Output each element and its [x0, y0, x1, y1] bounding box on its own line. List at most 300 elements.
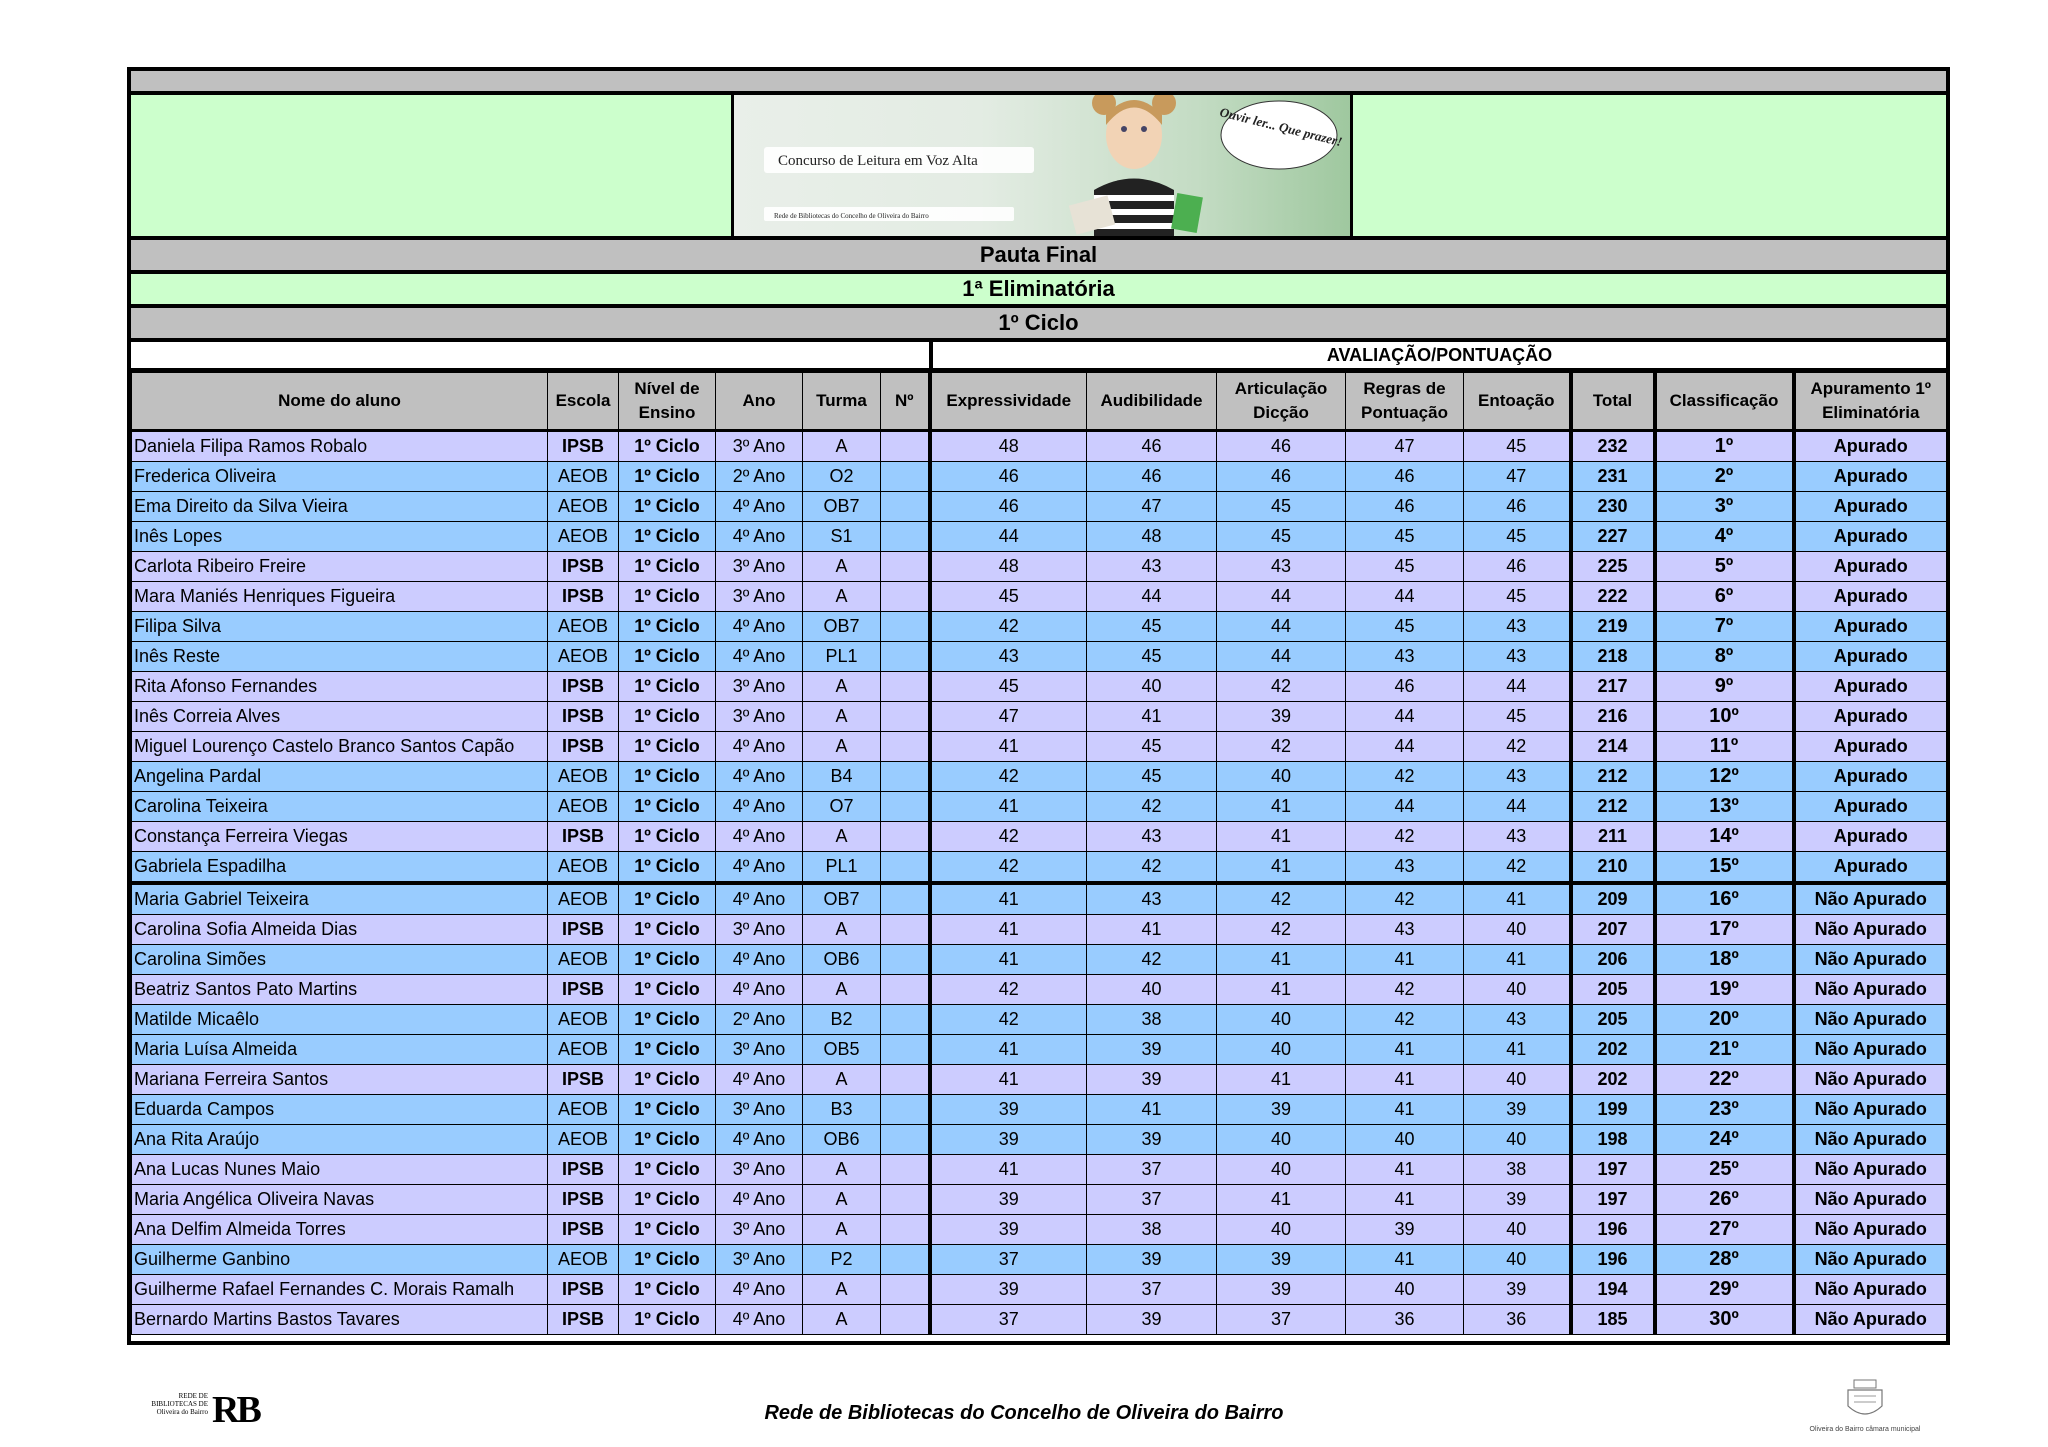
cell-escola: AEOB	[548, 1125, 619, 1155]
cell-nivel: 1º Ciclo	[619, 642, 716, 672]
cell-numero	[881, 1095, 930, 1125]
cell-nome: Maria Luísa Almeida	[132, 1035, 548, 1065]
cell-escola: AEOB	[548, 462, 619, 492]
cell-regras: 42	[1346, 975, 1464, 1005]
cell-apuramento: Não Apurado	[1794, 1065, 1947, 1095]
table-row	[132, 945, 1947, 975]
cell-apuramento: Não Apurado	[1794, 1125, 1947, 1155]
cell-regras: 45	[1346, 552, 1464, 582]
cell-total: 197	[1571, 1185, 1655, 1215]
cell-total: 196	[1571, 1215, 1655, 1245]
cell-nome: Constança Ferreira Viegas	[132, 822, 548, 852]
cell-apuramento: Não Apurado	[1794, 945, 1947, 975]
cell-audibilidade: 43	[1087, 822, 1217, 852]
cell-nivel: 1º Ciclo	[619, 1005, 716, 1035]
col-header-nome: Nome do aluno	[132, 373, 548, 431]
cell-audibilidade: 42	[1087, 945, 1217, 975]
cell-nivel: 1º Ciclo	[619, 492, 716, 522]
cell-turma: A	[803, 1155, 881, 1185]
cell-ano: 3º Ano	[716, 1245, 803, 1275]
cell-total: 207	[1571, 915, 1655, 945]
cell-classificacao: 11º	[1655, 732, 1794, 762]
cell-nivel: 1º Ciclo	[619, 762, 716, 792]
cell-numero	[881, 462, 930, 492]
cell-classificacao: 3º	[1655, 492, 1794, 522]
cell-articulacao: 39	[1217, 702, 1346, 732]
cell-nome: Maria Gabriel Teixeira	[132, 883, 548, 915]
cell-turma: O7	[803, 792, 881, 822]
cell-classificacao: 18º	[1655, 945, 1794, 975]
top-strip	[131, 71, 1946, 95]
cell-expressividade: 43	[930, 642, 1087, 672]
cell-turma: A	[803, 552, 881, 582]
cell-expressividade: 41	[930, 732, 1087, 762]
cell-turma: S1	[803, 522, 881, 552]
cell-nome: Inês Correia Alves	[132, 702, 548, 732]
cell-nome: Matilde Micaêlo	[132, 1005, 548, 1035]
cell-apuramento: Apurado	[1794, 612, 1947, 642]
cell-total: 202	[1571, 1035, 1655, 1065]
cell-total: 216	[1571, 702, 1655, 732]
cell-entoacao: 39	[1464, 1185, 1571, 1215]
cell-ano: 4º Ano	[716, 612, 803, 642]
cell-regras: 41	[1346, 945, 1464, 975]
table-row	[132, 883, 1947, 915]
cell-articulacao: 46	[1217, 462, 1346, 492]
cell-entoacao: 45	[1464, 431, 1571, 462]
cell-regras: 44	[1346, 702, 1464, 732]
cell-ano: 4º Ano	[716, 883, 803, 915]
cell-apuramento: Não Apurado	[1794, 883, 1947, 915]
cell-ano: 3º Ano	[716, 552, 803, 582]
cell-regras: 44	[1346, 582, 1464, 612]
cell-expressividade: 41	[930, 883, 1087, 915]
cell-entoacao: 46	[1464, 492, 1571, 522]
cell-nivel: 1º Ciclo	[619, 1065, 716, 1095]
cell-expressividade: 41	[930, 945, 1087, 975]
cell-classificacao: 23º	[1655, 1095, 1794, 1125]
cell-apuramento: Apurado	[1794, 852, 1947, 884]
cell-ano: 4º Ano	[716, 732, 803, 762]
cell-escola: IPSB	[548, 582, 619, 612]
cell-turma: P2	[803, 1245, 881, 1275]
cell-numero	[881, 915, 930, 945]
cell-audibilidade: 41	[1087, 702, 1217, 732]
cell-expressividade: 42	[930, 852, 1087, 884]
coat-of-arms-icon	[1840, 1378, 1890, 1424]
municipality-caption: Oliveira do Bairro câmara municipal	[1809, 1426, 1921, 1433]
cell-expressividade: 37	[930, 1305, 1087, 1335]
cell-articulacao: 41	[1217, 1065, 1346, 1095]
cell-articulacao: 41	[1217, 852, 1346, 884]
cell-entoacao: 40	[1464, 1065, 1571, 1095]
cell-total: 202	[1571, 1065, 1655, 1095]
cell-apuramento: Apurado	[1794, 702, 1947, 732]
cell-classificacao: 2º	[1655, 462, 1794, 492]
cell-articulacao: 40	[1217, 1035, 1346, 1065]
cell-audibilidade: 43	[1087, 883, 1217, 915]
cell-regras: 43	[1346, 852, 1464, 884]
cell-turma: A	[803, 1185, 881, 1215]
cell-regras: 43	[1346, 915, 1464, 945]
cell-articulacao: 41	[1217, 792, 1346, 822]
table-row	[132, 672, 1947, 702]
cell-nome: Daniela Filipa Ramos Robalo	[132, 431, 548, 462]
cell-ano: 4º Ano	[716, 1305, 803, 1335]
cell-audibilidade: 45	[1087, 762, 1217, 792]
cell-apuramento: Apurado	[1794, 762, 1947, 792]
banner-title: Concurso de Leitura em Voz Alta	[778, 153, 978, 169]
cell-audibilidade: 37	[1087, 1155, 1217, 1185]
table-row	[132, 462, 1947, 492]
cell-entoacao: 41	[1464, 883, 1571, 915]
cell-entoacao: 47	[1464, 462, 1571, 492]
cell-numero	[881, 492, 930, 522]
cell-articulacao: 44	[1217, 582, 1346, 612]
cell-turma: A	[803, 672, 881, 702]
cell-turma: OB7	[803, 883, 881, 915]
cell-nome: Bernardo Martins Bastos Tavares	[132, 1305, 548, 1335]
cell-entoacao: 39	[1464, 1095, 1571, 1125]
cell-nivel: 1º Ciclo	[619, 883, 716, 915]
cell-classificacao: 10º	[1655, 702, 1794, 732]
cell-total: 214	[1571, 732, 1655, 762]
cell-apuramento: Apurado	[1794, 732, 1947, 762]
cell-escola: IPSB	[548, 1305, 619, 1335]
cell-total: 231	[1571, 462, 1655, 492]
cell-classificacao: 29º	[1655, 1275, 1794, 1305]
col-header-entoacao: Entoação	[1464, 373, 1571, 431]
cell-nivel: 1º Ciclo	[619, 915, 716, 945]
cell-articulacao: 41	[1217, 822, 1346, 852]
cell-turma: OB6	[803, 945, 881, 975]
cell-expressividade: 46	[930, 462, 1087, 492]
table-row	[132, 975, 1947, 1005]
cell-escola: IPSB	[548, 915, 619, 945]
cell-classificacao: 5º	[1655, 552, 1794, 582]
cell-apuramento: Não Apurado	[1794, 1305, 1947, 1335]
cell-entoacao: 45	[1464, 582, 1571, 612]
cell-numero	[881, 1305, 930, 1335]
cell-escola: IPSB	[548, 431, 619, 462]
cell-articulacao: 46	[1217, 431, 1346, 462]
pauta-final-title: Pauta Final	[979, 242, 1098, 267]
cell-total: 197	[1571, 1155, 1655, 1185]
cell-entoacao: 43	[1464, 822, 1571, 852]
cell-regras: 46	[1346, 672, 1464, 702]
cell-total: 210	[1571, 852, 1655, 884]
cell-apuramento: Apurado	[1794, 522, 1947, 552]
cell-nome: Carolina Sofia Almeida Dias	[132, 915, 548, 945]
cell-expressividade: 41	[930, 1035, 1087, 1065]
cell-classificacao: 28º	[1655, 1245, 1794, 1275]
cell-apuramento: Não Apurado	[1794, 975, 1947, 1005]
cell-ano: 4º Ano	[716, 975, 803, 1005]
results-table-body	[132, 431, 1947, 1335]
cell-entoacao: 40	[1464, 975, 1571, 1005]
cell-escola: AEOB	[548, 1035, 619, 1065]
cell-total: 225	[1571, 552, 1655, 582]
cell-regras: 39	[1346, 1215, 1464, 1245]
cell-audibilidade: 43	[1087, 552, 1217, 582]
cell-entoacao: 36	[1464, 1305, 1571, 1335]
cell-classificacao: 15º	[1655, 852, 1794, 884]
cell-turma: A	[803, 582, 881, 612]
table-row	[132, 642, 1947, 672]
cell-nome: Gabriela Espadilha	[132, 852, 548, 884]
cell-total: 219	[1571, 612, 1655, 642]
cell-nivel: 1º Ciclo	[619, 612, 716, 642]
cell-nome: Carlota Ribeiro Freire	[132, 552, 548, 582]
cell-entoacao: 45	[1464, 522, 1571, 552]
footer-text: Rede de Bibliotecas do Concelho de Oliveira do Bairro	[764, 1402, 1284, 1424]
pauta-final-band	[131, 240, 1946, 274]
cell-numero	[881, 1155, 930, 1185]
cell-apuramento: Não Apurado	[1794, 1155, 1947, 1185]
cell-nome: Inês Lopes	[132, 522, 548, 552]
cell-audibilidade: 39	[1087, 1035, 1217, 1065]
cell-audibilidade: 45	[1087, 642, 1217, 672]
cell-regras: 41	[1346, 1065, 1464, 1095]
cell-audibilidade: 42	[1087, 792, 1217, 822]
table-row	[132, 612, 1947, 642]
cell-expressividade: 42	[930, 1005, 1087, 1035]
cell-nivel: 1º Ciclo	[619, 1245, 716, 1275]
cell-ano: 4º Ano	[716, 1065, 803, 1095]
cell-classificacao: 14º	[1655, 822, 1794, 852]
cell-articulacao: 42	[1217, 883, 1346, 915]
cell-numero	[881, 1125, 930, 1155]
cell-escola: IPSB	[548, 1155, 619, 1185]
cell-ano: 3º Ano	[716, 1155, 803, 1185]
cell-entoacao: 40	[1464, 915, 1571, 945]
cell-numero	[881, 1035, 930, 1065]
cell-turma: A	[803, 1065, 881, 1095]
cell-apuramento: Apurado	[1794, 431, 1947, 462]
cell-regras: 41	[1346, 1095, 1464, 1125]
cell-nivel: 1º Ciclo	[619, 1215, 716, 1245]
cell-classificacao: 16º	[1655, 883, 1794, 915]
cell-nome: Angelina Pardal	[132, 762, 548, 792]
cell-total: 209	[1571, 883, 1655, 915]
cell-numero	[881, 1185, 930, 1215]
col-header-apuramento: Apuramento 1º Eliminatória	[1794, 373, 1947, 431]
cell-expressividade: 42	[930, 822, 1087, 852]
cell-apuramento: Apurado	[1794, 822, 1947, 852]
cell-ano: 4º Ano	[716, 792, 803, 822]
col-header-escola: Escola	[548, 373, 619, 431]
cell-numero	[881, 582, 930, 612]
cell-total: 206	[1571, 945, 1655, 975]
table-row	[132, 492, 1947, 522]
cell-nome: Filipa Silva	[132, 612, 548, 642]
cell-entoacao: 44	[1464, 792, 1571, 822]
cell-total: 185	[1571, 1305, 1655, 1335]
cell-expressividade: 42	[930, 612, 1087, 642]
cell-entoacao: 45	[1464, 702, 1571, 732]
results-table	[131, 372, 1947, 1335]
table-row	[132, 732, 1947, 762]
cell-regras: 40	[1346, 1125, 1464, 1155]
cell-numero	[881, 522, 930, 552]
cell-entoacao: 38	[1464, 1155, 1571, 1185]
ciclo-title: 1º Ciclo	[998, 310, 1079, 335]
contest-banner-image	[731, 95, 1353, 236]
cell-turma: OB7	[803, 612, 881, 642]
cell-expressividade: 45	[930, 672, 1087, 702]
table-row	[132, 522, 1947, 552]
cell-apuramento: Não Apurado	[1794, 915, 1947, 945]
cell-nivel: 1º Ciclo	[619, 1275, 716, 1305]
cell-audibilidade: 45	[1087, 732, 1217, 762]
cell-ano: 3º Ano	[716, 672, 803, 702]
cell-numero	[881, 431, 930, 462]
cell-expressividade: 39	[930, 1095, 1087, 1125]
cell-ano: 4º Ano	[716, 852, 803, 884]
cell-total: 196	[1571, 1245, 1655, 1275]
cell-total: 230	[1571, 492, 1655, 522]
cell-turma: A	[803, 822, 881, 852]
cell-regras: 45	[1346, 522, 1464, 552]
cell-escola: IPSB	[548, 1215, 619, 1245]
table-row	[132, 792, 1947, 822]
cell-nivel: 1º Ciclo	[619, 672, 716, 702]
cell-classificacao: 22º	[1655, 1065, 1794, 1095]
col-header-regras: Regras de Pontuação	[1346, 373, 1464, 431]
eliminatoria-band	[131, 274, 1946, 308]
cell-audibilidade: 37	[1087, 1185, 1217, 1215]
cell-ano: 4º Ano	[716, 762, 803, 792]
cell-escola: AEOB	[548, 792, 619, 822]
cell-audibilidade: 38	[1087, 1215, 1217, 1245]
cell-apuramento: Apurado	[1794, 552, 1947, 582]
cell-turma: OB5	[803, 1035, 881, 1065]
cell-turma: A	[803, 1215, 881, 1245]
cell-regras: 41	[1346, 1245, 1464, 1275]
cell-regras: 40	[1346, 1275, 1464, 1305]
cell-numero	[881, 642, 930, 672]
cell-regras: 44	[1346, 792, 1464, 822]
cell-classificacao: 17º	[1655, 915, 1794, 945]
cell-turma: A	[803, 1305, 881, 1335]
cell-entoacao: 42	[1464, 852, 1571, 884]
cell-numero	[881, 762, 930, 792]
cell-articulacao: 39	[1217, 1275, 1346, 1305]
col-header-turma: Turma	[803, 373, 881, 431]
col-header-audibilidade: Audibilidade	[1087, 373, 1217, 431]
col-header-total: Total	[1571, 373, 1655, 431]
table-row	[132, 1065, 1947, 1095]
cell-turma: A	[803, 431, 881, 462]
cell-nome: Ana Delfim Almeida Torres	[132, 1215, 548, 1245]
cell-turma: O2	[803, 462, 881, 492]
cell-articulacao: 45	[1217, 492, 1346, 522]
table-row	[132, 852, 1947, 884]
cell-audibilidade: 48	[1087, 522, 1217, 552]
cell-nivel: 1º Ciclo	[619, 852, 716, 884]
cell-articulacao: 40	[1217, 762, 1346, 792]
cell-escola: IPSB	[548, 1185, 619, 1215]
table-row	[132, 1035, 1947, 1065]
cell-apuramento: Apurado	[1794, 492, 1947, 522]
cell-classificacao: 12º	[1655, 762, 1794, 792]
cell-articulacao: 42	[1217, 732, 1346, 762]
cell-numero	[881, 672, 930, 702]
cell-ano: 4º Ano	[716, 945, 803, 975]
cell-apuramento: Não Apurado	[1794, 1275, 1947, 1305]
cell-total: 199	[1571, 1095, 1655, 1125]
table-row	[132, 431, 1947, 462]
cell-apuramento: Apurado	[1794, 672, 1947, 702]
cell-classificacao: 27º	[1655, 1215, 1794, 1245]
col-header-articulacao: Articulação Dicção	[1217, 373, 1346, 431]
table-row	[132, 1005, 1947, 1035]
cell-classificacao: 1º	[1655, 431, 1794, 462]
table-row	[132, 1245, 1947, 1275]
cell-articulacao: 45	[1217, 522, 1346, 552]
cell-nivel: 1º Ciclo	[619, 1155, 716, 1185]
cell-expressividade: 45	[930, 582, 1087, 612]
cell-nivel: 1º Ciclo	[619, 822, 716, 852]
col-header-numero: Nº	[881, 373, 930, 431]
cell-nivel: 1º Ciclo	[619, 1035, 716, 1065]
cell-expressividade: 39	[930, 1275, 1087, 1305]
cell-turma: OB6	[803, 1125, 881, 1155]
cell-regras: 41	[1346, 1035, 1464, 1065]
table-header-row	[132, 373, 1947, 431]
cell-expressividade: 42	[930, 975, 1087, 1005]
cell-apuramento: Não Apurado	[1794, 1035, 1947, 1065]
cell-nome: Inês Reste	[132, 642, 548, 672]
cell-expressividade: 48	[930, 431, 1087, 462]
rb-logo-mark: RB	[212, 1389, 259, 1431]
cell-articulacao: 41	[1217, 945, 1346, 975]
results-sheet	[127, 67, 1950, 1345]
cell-regras: 42	[1346, 762, 1464, 792]
cell-escola: IPSB	[548, 732, 619, 762]
cell-expressividade: 41	[930, 915, 1087, 945]
cell-nivel: 1º Ciclo	[619, 522, 716, 552]
cell-nivel: 1º Ciclo	[619, 462, 716, 492]
cell-total: 212	[1571, 762, 1655, 792]
cell-escola: IPSB	[548, 1275, 619, 1305]
cell-ano: 4º Ano	[716, 822, 803, 852]
table-row	[132, 1275, 1947, 1305]
girl-reading-icon	[1069, 95, 1203, 236]
cell-entoacao: 40	[1464, 1215, 1571, 1245]
cell-expressividade: 39	[930, 1185, 1087, 1215]
cell-turma: A	[803, 975, 881, 1005]
cell-entoacao: 41	[1464, 945, 1571, 975]
cell-numero	[881, 883, 930, 915]
avaliacao-band	[131, 342, 1946, 372]
col-header-nivel: Nível de Ensino	[619, 373, 716, 431]
cell-audibilidade: 38	[1087, 1005, 1217, 1035]
cell-escola: AEOB	[548, 852, 619, 884]
cell-audibilidade: 41	[1087, 1095, 1217, 1125]
table-row	[132, 1125, 1947, 1155]
cell-nome: Beatriz Santos Pato Martins	[132, 975, 548, 1005]
cell-escola: AEOB	[548, 642, 619, 672]
cell-audibilidade: 37	[1087, 1275, 1217, 1305]
cell-ano: 2º Ano	[716, 1005, 803, 1035]
table-row	[132, 702, 1947, 732]
cell-total: 198	[1571, 1125, 1655, 1155]
table-row	[132, 1215, 1947, 1245]
cell-nome: Maria Angélica Oliveira Navas	[132, 1185, 548, 1215]
cell-expressividade: 37	[930, 1245, 1087, 1275]
cell-apuramento: Apurado	[1794, 642, 1947, 672]
